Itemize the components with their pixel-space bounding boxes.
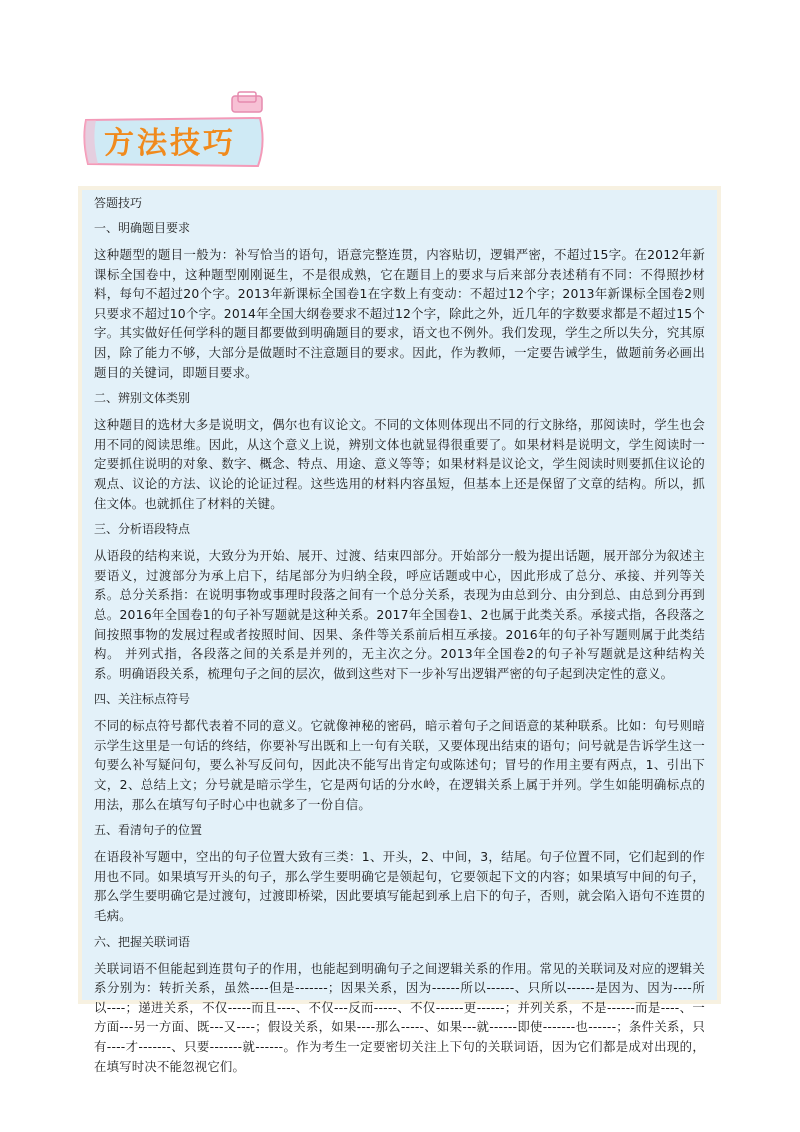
intro-label: 答题技巧 (94, 196, 143, 210)
section-body-6: 关联词语不但能起到连贯句子的作用，也能起到明确句子之间逻辑关系的作用。常见的关联词及对应的逻辑关系分别为：转折关系，虽然----但是-------；因果关系，因为------所以------、只所以------是因为、因为----所以----；递进关系，不仅-----而且----、不仅---反而-----、不仅------更------；并列关系，不是------而是----、一方面---另一方面、既---又----；假设关系，如果----那么-----、如果---就------即使-------也------；条件关系，只有----才-------、只要-------就------。作为考生一定要密切关注上下句的关联词语，因为它们都是成对出现的，在填写时决不能忽视它们。 (94, 960, 705, 1074)
paperclip-icon (228, 90, 268, 116)
section-body-1: 这种题型的题目一般为：补写恰当的语句，语意完整连贯，内容贴切，逻辑严密，不超过15字。在2012年新课标全国卷中，这种题型刚刚诞生，不是很成熟，它在题目上的要求与后来部分表述稍有不同：不得照抄材料，每句不超过20个字。2013年新课标全国卷1在字数上有变动：不超过12个字；2013年新课标全国卷2则只要求不超过10个字。2014年全国大纲卷要求不超过12个字，除此之外，近几年的字数要求都是不超过15个字。其实做好任何学科的题目都要做到明确题目的要求，语文也不例外。我们发现，学生之所以失分，究其原因，除了能力不够，大部分是做题时不注意题目的要求。因此，作为教师，一定要告诫学生，做题前务必画出题目的关键词，即题目要求。 (94, 247, 705, 380)
section-body-5: 在语段补写题中，空出的句子位置大致有三类：1、开头，2、中间，3，结尾。句子位置不同，它们起到的作用也不同。如果填写开头的句子，那么学生要明确它是领起句，它要领起下文的内容；如果填写中间的句子，那么学生要明确它是过渡句，过渡即桥梁，因此要填写能起到承上启下的句子，否则，就会陷入语句不连贯的毛病。 (94, 849, 705, 924)
section-heading-1: 一、明确题目要求 (94, 221, 191, 235)
section-body-2: 这种题目的选材大多是说明文，偶尔也有议论文。不同的文体则体现出不同的行文脉络，那阅读时，学生也会用不同的阅读思维。因此，从这个意义上说，辨别文体也就显得很重要了。如果材料是说明文，学生阅读时一定要抓住说明的对象、数字、概念、特点、用途、意义等等；如果材料是议论文，学生阅读时则要抓住议论的观点、议论的方法、议论的论证过程。这些选用的材料内容虽短，但基本上还是保留了文章的结构。所以，抓住文体。也就抓住了材料的关键。 (94, 417, 705, 511)
banner-title: 方法技巧 (104, 126, 236, 161)
method-tips-panel (78, 186, 721, 1074)
section-banner (80, 110, 275, 168)
section-heading-3: 三、分析语段特点 (94, 522, 191, 537)
section-heading-4: 四、关注标点符号 (94, 692, 191, 707)
section-body-3: 从语段的结构来说，大致分为开始、展开、过渡、结束四部分。开始部分一般为提出话题，展开部分为叙述主要语义，过渡部分为承上启下，结尾部分为归纳全段，呼应话题或中心，因此形成了总分、承接、并列等关系。总分关系指：在说明事物或事理时段落之间有一个总分关系，表现为由总到分、由分到总、由总到分再到总。2016年全国卷1的句子补写题就是这种关系。2017年全国卷1、2也属于此类关系。承接式指，各段落之间按照事物的发展过程或者按照时间、因果、条件等关系前后相互承接。2016年的句子补写题则属于此类结构。 并列式指，各段落之间的关系是并列的，无主次之分。2013年全国卷2的句子补写题就是这种结构关系。明确语段关系，梳理句子之间的层次，做到这些对下一步补写出逻辑严密的句子起到决定性的意义。 (94, 548, 705, 681)
section-body-4: 不同的标点符号都代表着不同的意义。它就像神秘的密码，暗示着句子之间语意的某种联系。比如：句号则暗示学生这里是一句话的终结，你要补写出既和上一句有关联，又要体现出结束的语句；问号就是告诉学生这一句要么补写疑问句，要么补写反问句，因此决不能写出肯定句或陈述句；冒号的作用主要有两点，1、引出下文，2、总结上文；分号就是暗示学生，它是两句话的分水岭，在逻辑关系上属于并列。学生如能明确标点的用法，那么在填写句子时心中也就多了一份自信。 (94, 718, 705, 812)
section-heading-6: 六、把握关联词语 (94, 934, 191, 949)
section-heading-2: 二、辨别文体类别 (94, 391, 191, 406)
section-heading-5: 五、看清句子的位置 (94, 823, 203, 838)
